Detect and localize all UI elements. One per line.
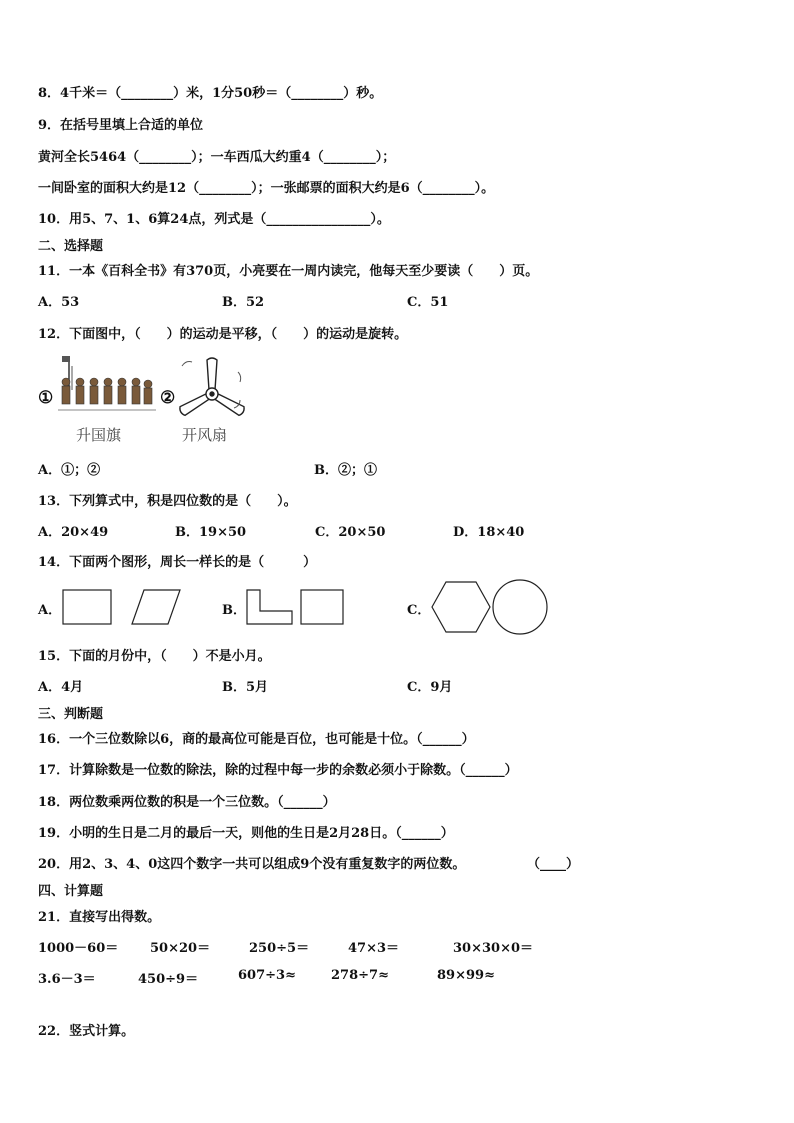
q11-option-a: A．53 [38,295,80,310]
calc-row1-item3: 250÷5＝ [249,941,310,956]
q14-option-a-label: A． [38,603,62,618]
q15-option-c: C．9月 [407,680,453,695]
question-11-stem: 11．一本《百科全书》有370页，小亮要在一周内读完，他每天至少要读（ ）页。 [38,264,539,279]
flag-ceremony-illustration [36,352,158,422]
calc-row2-item5: 89×99≈ [437,968,495,983]
circle-shape [493,580,547,634]
question-8: 8．4千米＝（________）米，1分50秒＝（________）秒。 [38,86,383,101]
flag-raising-figure [36,352,158,446]
calc-row1-item4: 47×3＝ [348,941,400,956]
fan-illustration [160,352,250,422]
question-17: 17．计算除数是一位数的除法，除的过程中每一步的余数必须小于除数。（______） [38,763,518,778]
fan-caption: 开风扇 [182,426,228,444]
question-16: 16．一个三位数除以6，商的最高位可能是百位，也可能是十位。（______） [38,732,475,747]
question-15-stem: 15．下面的月份中，（ ）不是小月。 [38,649,271,664]
fan-figure [160,352,250,446]
q13-option-a: A．20×49 [38,525,109,540]
calc-row1-item5: 30×30×0＝ [453,941,534,956]
q14-option-c-label: C． [407,603,431,618]
calc-row1-item1: 1000－60＝ [38,941,119,956]
section-judgement-heading: 三、判断题 [38,707,104,722]
question-13-stem: 13．下列算式中，积是四位数的是（ ）。 [38,494,297,509]
section-calculation-heading: 四、计算题 [38,884,104,899]
q13-option-c: C．20×50 [315,525,386,540]
question-12-stem: 12．下面图中，（ ）的运动是平移，（ ）的运动是旋转。 [38,327,408,342]
question-20-blank: （____） [527,857,580,872]
question-9-line-1: 黄河全长5464（________）；一车西瓜大约重4（________）； [38,150,396,165]
q13-option-d: D．18×40 [453,525,525,540]
square-shape [301,590,343,624]
parallelogram-shape [132,590,180,624]
q14-option-c-shapes [428,577,552,637]
calc-row2-item2: 450÷9＝ [138,972,199,987]
q15-option-b: B．5月 [222,680,269,695]
figure-1-number: ① [38,388,54,408]
question-9-title: 9．在括号里填上合适的单位 [38,118,204,133]
q15-option-a: A．4月 [38,680,84,695]
l-shape [247,590,292,624]
section-choice-heading: 二、选择题 [38,239,104,254]
q14-option-b-label: B． [222,603,246,618]
question-9-line-2: 一间卧室的面积大约是12（________）；一张邮票的面积大约是6（________）。 [38,181,495,196]
q13-option-b: B．19×50 [175,525,247,540]
question-14-stem: 14．下面两个图形，周长一样长的是（ ） [38,555,317,570]
q12-option-b: B．②；① [314,463,377,478]
flag-raising-caption: 升国旗 [76,426,122,444]
rectangle-shape [63,590,111,624]
question-19: 19．小明的生日是二月的最后一天，则他的生日是2月28日。（______） [38,826,454,841]
q11-option-b: B．52 [222,295,265,310]
question-22-title: 22．竖式计算。 [38,1024,135,1039]
question-21-title: 21．直接写出得数。 [38,910,161,925]
calc-row2-item4: 278÷7≈ [331,968,389,983]
q11-option-c: C．51 [407,295,449,310]
question-20: 20．用2、3、4、0这四个数字一共可以组成9个没有重复数字的两位数。 [38,857,466,872]
q12-option-a: A．①；② [38,463,101,478]
question-10: 10．用5、7、1、6算24点，列式是（________________）。 [38,212,390,227]
calc-row2-item1: 3.6－3＝ [38,972,96,987]
calc-row1-item2: 50×20＝ [150,941,211,956]
figure-2-number: ② [160,388,176,408]
calc-row2-item3: 607÷3≈ [238,968,296,983]
q14-option-a-shapes [60,587,184,627]
hexagon-shape [432,582,490,632]
question-18: 18．两位数乘两位数的积是一个三位数。（______） [38,795,336,810]
q14-option-b-shapes [244,587,348,627]
